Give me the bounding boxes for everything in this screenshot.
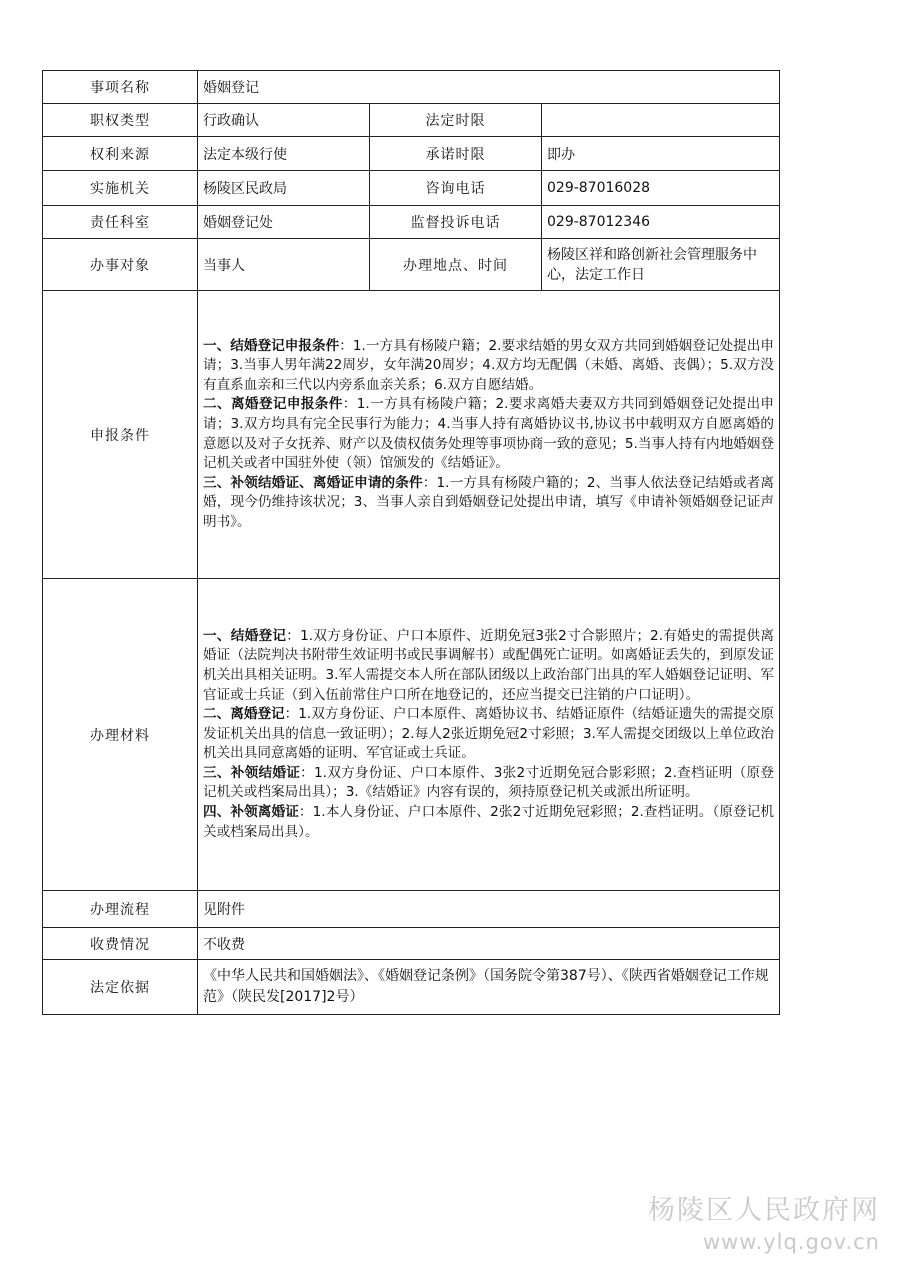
row-type: [43, 104, 780, 137]
value-item-name: 婚姻登记: [198, 71, 780, 104]
row-basis: [43, 960, 780, 1015]
value-office: 婚姻登记处: [198, 206, 370, 239]
value-agency: 杨陵区民政局: [198, 171, 370, 206]
condition-body: ：1.一方具有杨陵户籍；2.要求离婚夫妻双方共同到婚姻登记处提出申请；3.双方均具有完全民事行为能力；4.当事人持有离婚协议书,协议书中载明双方自愿离婚的意愿以及对子女抚养、财产以及债权债务处理等事项协商一致的意见；5.当事人持有内地婚姻登记机关或者中国驻外使（领）馆颁发的《结婚证》。: [203, 396, 775, 472]
material-body: ：1.双方身份证、户口本原件、3张2寸近期免冠合影彩照；2.查档证明（原登记机关或档案局出具）；3.《结婚证》内容有误的，须持原登记机关或派出所证明。: [203, 764, 775, 801]
label-consult-phone: 咨询电话: [370, 171, 542, 206]
value-basis: 《中华人民共和国婚姻法》、《婚姻登记条例》（国务院令第387号）、《陕西省婚姻登记工作规范》（陕民发[2017]2号）: [198, 960, 780, 1015]
condition-paragraph: [203, 474, 774, 533]
row-fees: [43, 928, 780, 960]
label-agency: 实施机关: [43, 171, 198, 206]
row-target: [43, 239, 780, 291]
label-complaint-phone: 监督投诉电话: [370, 206, 542, 239]
value-complaint-phone: 029-87012346: [542, 206, 780, 239]
value-promise-limit: 即办: [542, 137, 780, 171]
condition-paragraph: [203, 395, 774, 473]
value-fees: 不收费: [198, 928, 780, 960]
label-item-name: 事项名称: [43, 71, 198, 104]
row-materials: [43, 579, 780, 891]
material-paragraph: [203, 803, 774, 842]
label-location-time: 办理地点、时间: [370, 239, 542, 291]
conditions-text: [198, 291, 780, 579]
material-paragraph: [203, 705, 774, 764]
condition-heading: 三、补领结婚证、离婚证申请的条件: [203, 474, 423, 491]
material-body: ：1.双方身份证、户口本原件、近期免冠3张2寸合影照片；2.有婚史的需提供离婚证（法院判决书附带生效证明书或民事调解书）或配偶死亡证明。如离婚证丢失的，到原发证机关出具相关证明。3.军人需提交本人所在部队团级以上政治部门出具的军人婚姻登记证明、军官证或士兵证（到入伍前常住户口所在地登记的，还应当提交已注销的户口证明）。: [203, 627, 775, 703]
row-source: [43, 137, 780, 171]
label-basis: 法定依据: [43, 960, 198, 1015]
label-conditions: 申报条件: [43, 291, 198, 579]
material-body: ：1.本人身份证、户口本原件、2张2寸近期免冠彩照；2.查档证明。（原登记机关或档案局出具）。: [203, 804, 775, 840]
label-type: 职权类型: [43, 104, 198, 137]
row-process: [43, 891, 780, 928]
materials-text: [198, 579, 780, 891]
value-consult-phone: 029-87016028: [542, 171, 780, 206]
condition-heading: 二、离婚登记申报条件: [203, 396, 343, 413]
value-process: 见附件: [198, 891, 780, 928]
condition-paragraph: [203, 337, 774, 396]
value-type: 行政确认: [198, 104, 370, 137]
material-paragraph: [203, 764, 774, 803]
material-heading: 四、补领离婚证: [203, 804, 299, 821]
condition-body: ：1.一方具有杨陵户籍的；2、当事人依法登记结婚或者离婚，现今仍维持该状况；3、当事人亲自到婚姻登记处提出申请，填写《申请补领婚姻登记证声明书》。: [203, 474, 775, 530]
condition-heading: 一、结婚登记申报条件: [203, 337, 340, 354]
material-body: ：1.双方身份证、户口本原件、离婚协议书、结婚证原件（结婚证遗失的需提交原发证机关出具的信息一致证明）；2.每人2张近期免冠2寸彩照；3.军人需提交团级以上单位政治机关出具同意离婚的证明、军官证或士兵证。: [203, 706, 775, 762]
value-legal-limit: [542, 104, 780, 137]
label-office: 责任科室: [43, 206, 198, 239]
label-materials: 办理材料: [43, 579, 198, 891]
site-watermark: [648, 1194, 880, 1256]
row-office: [43, 206, 780, 239]
info-table: [42, 70, 780, 1015]
material-heading: 三、补领结婚证: [203, 764, 301, 781]
watermark-site-name: 杨陵区人民政府网: [648, 1195, 880, 1226]
value-source: 法定本级行使: [198, 137, 370, 171]
row-agency: [43, 171, 780, 206]
material-paragraph: [203, 627, 774, 705]
label-legal-limit: 法定时限: [370, 104, 542, 137]
label-source: 权利来源: [43, 137, 198, 171]
material-heading: 二、离婚登记: [203, 706, 285, 723]
material-heading: 一、结婚登记: [203, 627, 287, 644]
row-item-name: [43, 71, 780, 104]
label-fees: 收费情况: [43, 928, 198, 960]
condition-body: ：1.一方具有杨陵户籍；2.要求结婚的男女双方共同到婚姻登记处提出申请；3.当事人男年满22周岁，女年满20周岁；4.双方均无配偶（未婚、离婚、丧偶）；5.双方没有直系血亲和三代以内旁系血亲关系；6.双方自愿结婚。: [203, 337, 775, 393]
row-conditions: [43, 291, 780, 579]
label-target: 办事对象: [43, 239, 198, 291]
label-promise-limit: 承诺时限: [370, 137, 542, 171]
value-location-time: 杨陵区祥和路创新社会管理服务中心，法定工作日: [542, 239, 780, 291]
watermark-url: www.ylq.gov.cn: [702, 1230, 880, 1254]
value-target: 当事人: [198, 239, 370, 291]
label-process: 办理流程: [43, 891, 198, 928]
